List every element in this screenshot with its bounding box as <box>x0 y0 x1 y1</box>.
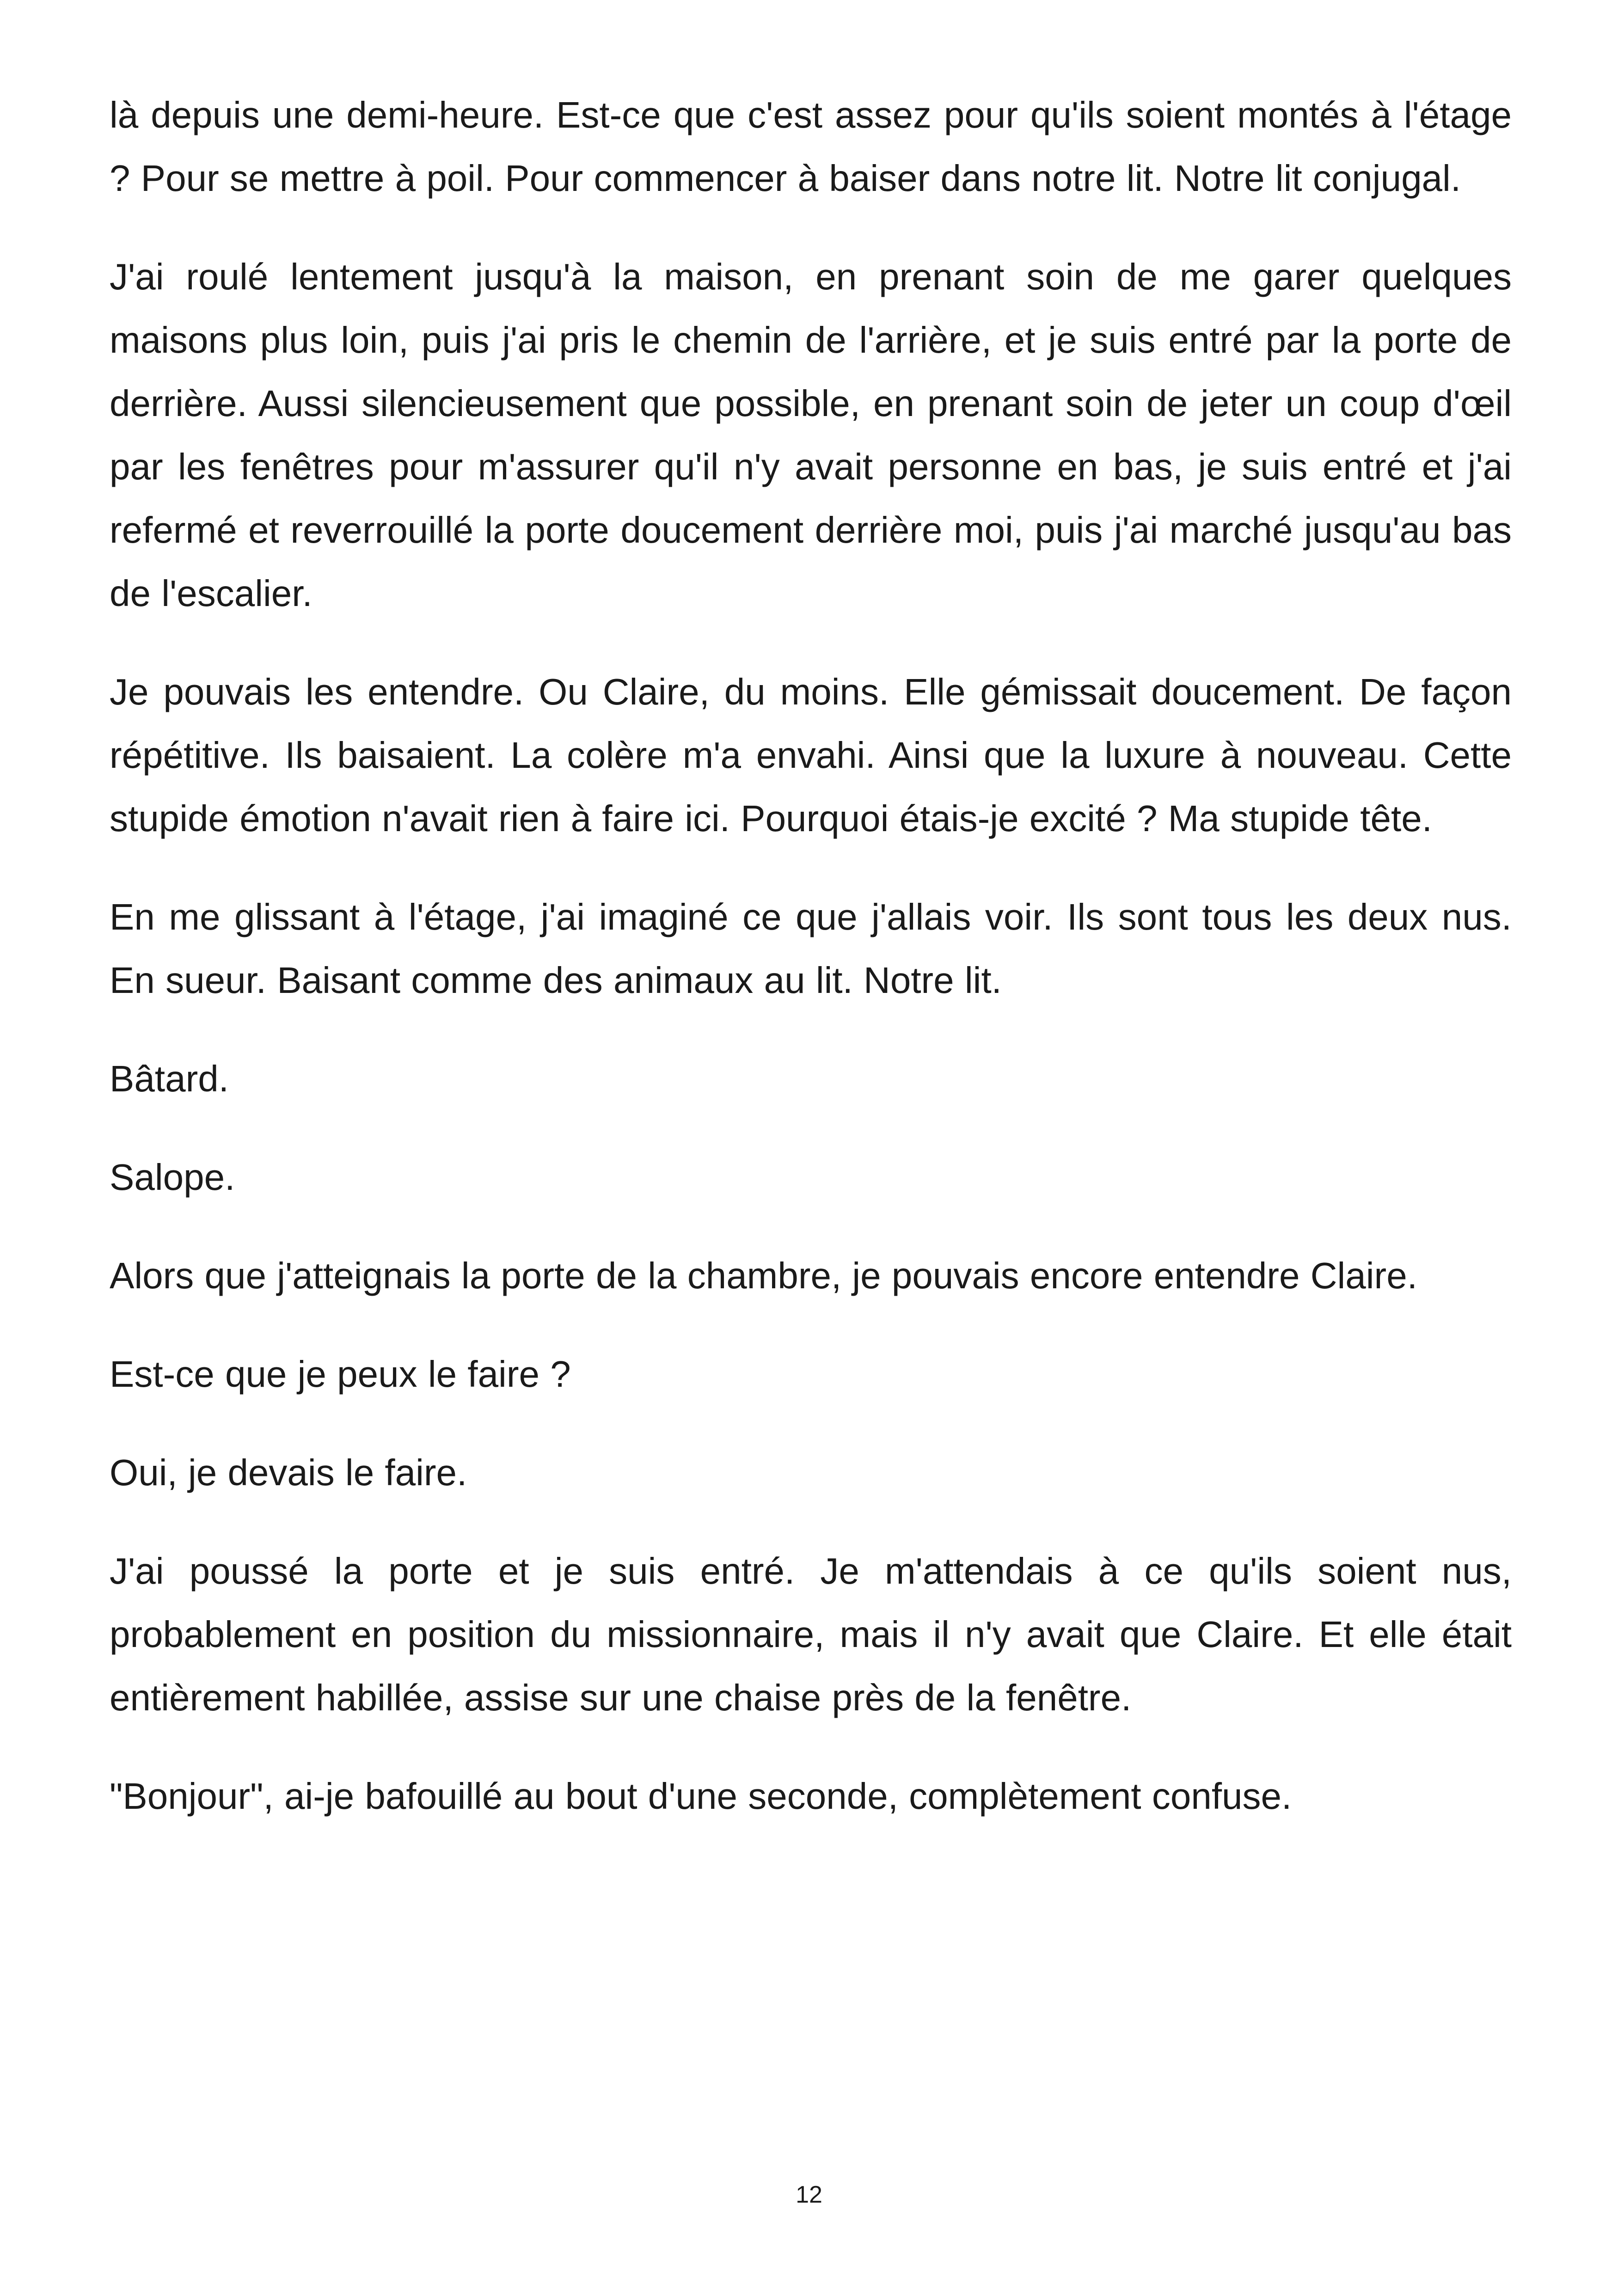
paragraph: là depuis une demi-heure. Est-ce que c'est assez pour qu'ils soient montés à l'étage ? Pour se mettre à poil. Pour commencer à baiser dans notre lit. Notre lit conjugal. <box>110 94 1512 199</box>
paragraph: Est-ce que je peux le faire ? <box>110 1353 571 1395</box>
paragraph: Alors que j'atteignais la porte de la chambre, je pouvais encore entendre Claire. <box>110 1255 1417 1296</box>
paragraph: Je pouvais les entendre. Ou Claire, du moins. Elle gémissait doucement. De façon répétitive. Ils baisaient. La colère m'a envahi. Ainsi que la luxure à nouveau. Cette stupide émotion n'avait rien à faire ici. Pourquoi étais-je excité ? Ma stupide tête. <box>110 671 1512 839</box>
paragraph: Oui, je devais le faire. <box>110 1452 467 1493</box>
paragraph: Salope. <box>110 1157 235 1198</box>
page-number: 12 <box>796 2181 822 2208</box>
body-text <box>110 83 1512 1863</box>
paragraph: J'ai poussé la porte et je suis entré. Je m'attendais à ce qu'ils soient nus, probablement en position du missionnaire, mais il n'y avait que Claire. Et elle était entièrement habillée, assise sur une chaise près de la fenêtre. <box>110 1550 1512 1718</box>
paragraph: "Bonjour", ai-je bafouillé au bout d'une seconde, complètement confuse. <box>110 1776 1292 1817</box>
paragraph: J'ai roulé lentement jusqu'à la maison, en prenant soin de me garer quelques maisons plus loin, puis j'ai pris le chemin de l'arrière, et je suis entré par la porte de derrière. Aussi silencieusement que possible, en prenant soin de jeter un coup d'œil par les fenêtres pour m'assurer qu'il n'y avait personne en bas, je suis entré et j'ai refermé et reverrouillé la porte doucement derrière moi, puis j'ai marché jusqu'au bas de l'escalier. <box>110 256 1512 614</box>
paragraph: Bâtard. <box>110 1058 229 1099</box>
paragraph: En me glissant à l'étage, j'ai imaginé ce que j'allais voir. Ils sont tous les deux nus. En sueur. Baisant comme des animaux au lit. Notre lit. <box>110 896 1512 1001</box>
